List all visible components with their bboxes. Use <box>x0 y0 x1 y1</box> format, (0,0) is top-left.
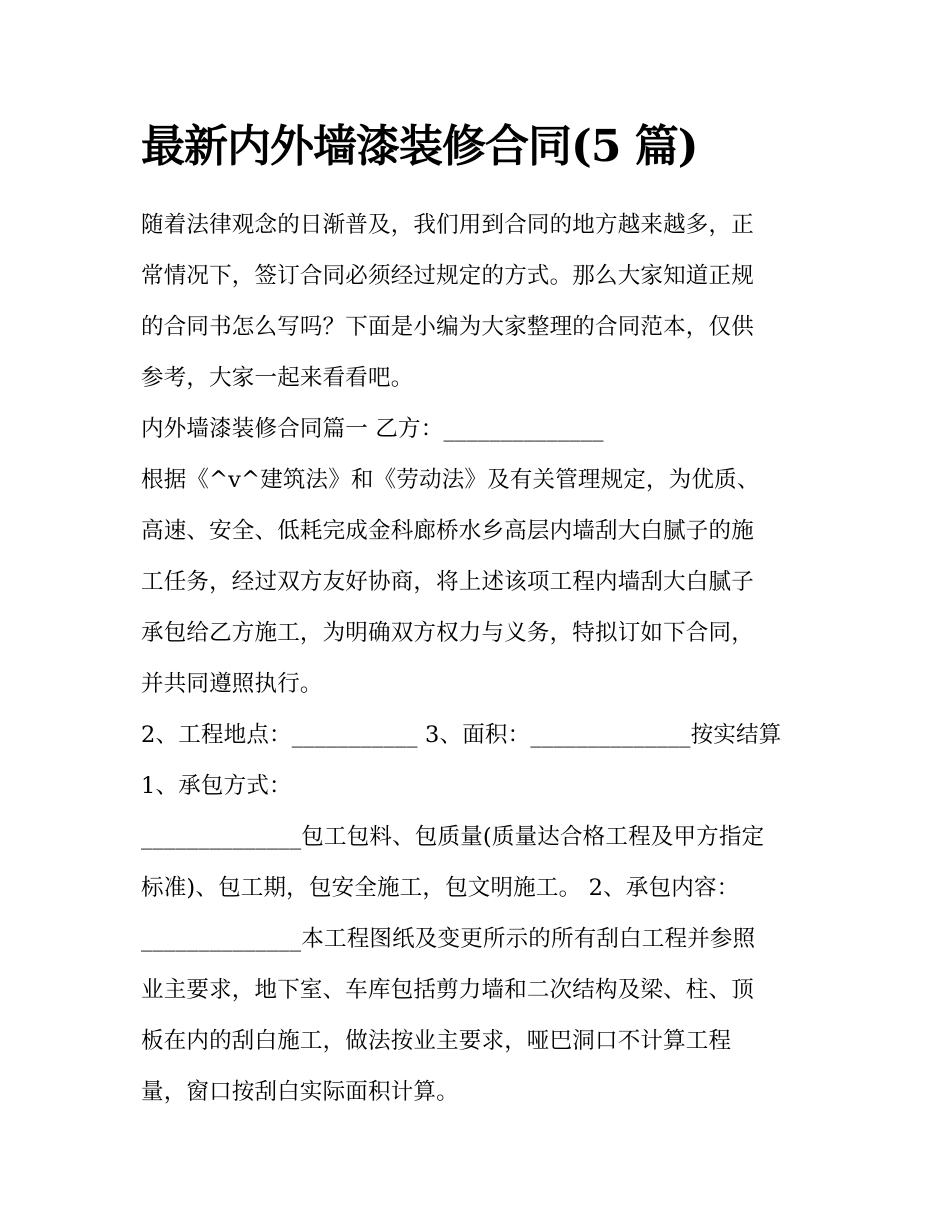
document-body <box>141 200 821 1118</box>
paragraph-line: 根据《^v^建筑法》和《劳动法》及有关管理规定，为优质、 <box>141 467 760 493</box>
clause-line: ______________包工包料、包质量(质量达合格工程及甲方指定 <box>141 824 765 850</box>
paragraph-line: 参考，大家一起来看看吧。 <box>141 365 414 391</box>
paragraph-line: 工任务，经过双方友好协商，将上述该项工程内墙刮大白腻子 <box>141 569 754 595</box>
clause-line: 标准)、包工期，包安全施工，包文明施工。 2、承包内容： <box>141 875 740 901</box>
clause-line: 板在内的刮白施工，做法按业主要求，哑巴洞口不计算工程 <box>141 1028 732 1054</box>
clause-line: ______________本工程图纸及变更所示的所有刮白工程并参照 <box>141 926 756 952</box>
section-heading-line: 内外墙漆装修合同篇一 乙方：______________ <box>141 416 604 442</box>
paragraph-line: 承包给乙方施工，为明确双方权力与义务，特拟订如下合同， <box>141 620 754 646</box>
clause-line: 2、工程地点：___________ 3、面积：______________按实结算 <box>141 722 782 748</box>
clause-line: 1、承包方式： <box>141 773 292 799</box>
clause-line: 量，窗口按刮白实际面积计算。 <box>141 1079 459 1105</box>
document-title: 最新内外墙漆装修合同(5 篇) <box>141 121 698 172</box>
paragraph-line: 并共同遵照执行。 <box>141 671 323 697</box>
paragraph-line: 高速、安全、低耗完成金科廊桥水乡高层内墙刮大白腻子的施 <box>141 518 754 544</box>
paragraph-line: 常情况下，签订合同必须经过规定的方式。那么大家知道正规 <box>141 263 754 289</box>
paragraph-line: 的合同书怎么写吗？下面是小编为大家整理的合同范本，仅供 <box>141 314 754 340</box>
clause-line: 业主要求，地下室、车库包括剪力墙和二次结构及梁、柱、顶 <box>141 977 754 1003</box>
paragraph-line: 随着法律观念的日渐普及，我们用到合同的地方越来越多，正 <box>141 212 754 238</box>
